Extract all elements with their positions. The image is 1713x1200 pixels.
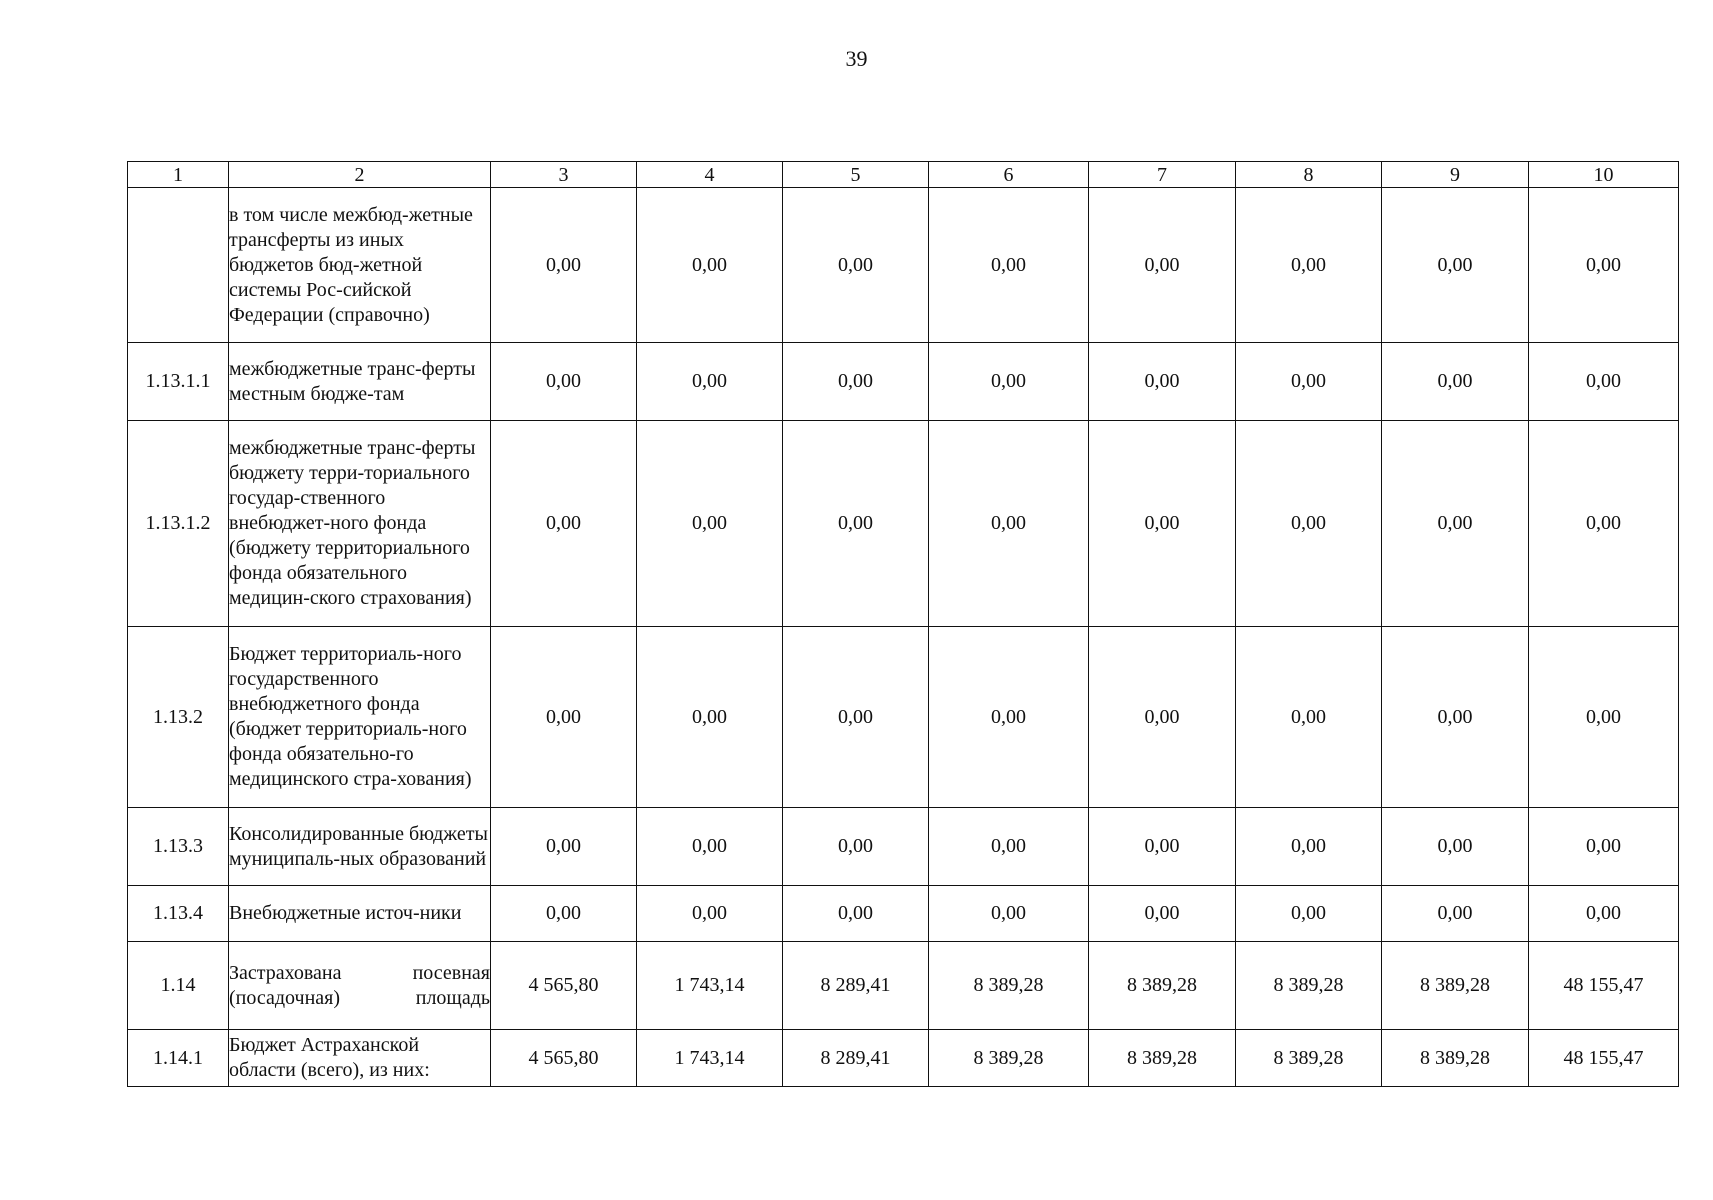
row-value: 0,00	[637, 627, 783, 808]
row-value: 0,00	[1529, 421, 1679, 627]
row-value: 0,00	[783, 886, 929, 942]
row-value: 0,00	[637, 188, 783, 343]
table-row	[128, 942, 1679, 1030]
row-name: Консолидированные бюджеты муниципаль-ных образований	[229, 808, 491, 886]
row-name: Внебюджетные источ-ники	[229, 886, 491, 942]
column-header: 1	[128, 162, 229, 188]
row-value: 0,00	[491, 627, 637, 808]
row-code: 1.13.1.2	[128, 421, 229, 627]
column-header: 10	[1529, 162, 1679, 188]
row-value: 0,00	[783, 627, 929, 808]
row-name	[229, 942, 491, 1030]
row-value: 0,00	[1089, 421, 1236, 627]
row-value: 0,00	[1529, 343, 1679, 421]
row-value: 0,00	[1236, 627, 1382, 808]
row-value: 0,00	[1529, 627, 1679, 808]
row-value: 8 389,28	[1089, 942, 1236, 1030]
table-row	[128, 1030, 1679, 1087]
page-number: 39	[845, 46, 868, 71]
row-value: 0,00	[1089, 627, 1236, 808]
column-header: 7	[1089, 162, 1236, 188]
row-value: 0,00	[1382, 886, 1529, 942]
row-value: 0,00	[491, 343, 637, 421]
row-code	[128, 188, 229, 343]
row-value: 0,00	[783, 808, 929, 886]
row-name-text: Застрахована посевная (посадочная) площадь	[229, 961, 490, 1009]
row-value: 0,00	[637, 886, 783, 942]
row-name: Бюджет территориаль-ного государственного внебюджетного фонда (бюджет территориаль-ного фонда обязательно-го медицинского стра-хования)	[229, 627, 491, 808]
row-value: 8 289,41	[783, 1030, 929, 1087]
row-value: 4 565,80	[491, 942, 637, 1030]
row-value: 0,00	[1382, 343, 1529, 421]
row-value: 0,00	[1382, 188, 1529, 343]
column-header: 6	[929, 162, 1089, 188]
column-header: 3	[491, 162, 637, 188]
row-value: 1 743,14	[637, 942, 783, 1030]
row-value: 0,00	[1529, 188, 1679, 343]
row-code: 1.13.3	[128, 808, 229, 886]
column-header: 2	[229, 162, 491, 188]
row-value: 8 389,28	[929, 942, 1089, 1030]
row-code: 1.13.1.1	[128, 343, 229, 421]
row-value: 0,00	[929, 343, 1089, 421]
row-value: 0,00	[1382, 627, 1529, 808]
row-value: 8 289,41	[783, 942, 929, 1030]
row-value: 0,00	[1089, 808, 1236, 886]
table-row	[128, 421, 1679, 627]
row-value: 0,00	[929, 627, 1089, 808]
budget-table	[127, 161, 1679, 1087]
column-header: 5	[783, 162, 929, 188]
row-value: 4 565,80	[491, 1030, 637, 1087]
row-value: 0,00	[1236, 188, 1382, 343]
row-name: Бюджет Астраханской области (всего), из них:	[229, 1030, 491, 1087]
row-code: 1.14	[128, 942, 229, 1030]
row-name: межбюджетные транс-ферты местным бюдже-там	[229, 343, 491, 421]
row-value: 0,00	[1529, 808, 1679, 886]
row-value: 0,00	[1529, 886, 1679, 942]
row-name: в том числе межбюд-жетные трансферты из иных бюджетов бюд-жетной системы Рос-сийской Федерации (справочно)	[229, 188, 491, 343]
row-value: 8 389,28	[929, 1030, 1089, 1087]
row-value: 0,00	[929, 188, 1089, 343]
row-value: 8 389,28	[1089, 1030, 1236, 1087]
row-value: 0,00	[783, 188, 929, 343]
row-value: 0,00	[491, 421, 637, 627]
row-code: 1.14.1	[128, 1030, 229, 1087]
row-value: 0,00	[1089, 886, 1236, 942]
row-value: 8 389,28	[1382, 1030, 1529, 1087]
row-code: 1.13.2	[128, 627, 229, 808]
row-value: 0,00	[637, 808, 783, 886]
row-value: 0,00	[929, 886, 1089, 942]
row-value: 0,00	[637, 421, 783, 627]
row-name: межбюджетные транс-ферты бюджету терри-ториального государ-ственного внебюджет-ного фонда (бюджету территориального фонда обязательного медицин-ского страхования)	[229, 421, 491, 627]
row-value: 0,00	[1089, 188, 1236, 343]
row-value: 48 155,47	[1529, 1030, 1679, 1087]
row-value: 8 389,28	[1236, 1030, 1382, 1087]
row-value: 0,00	[783, 343, 929, 421]
row-value: 0,00	[929, 808, 1089, 886]
header-row	[128, 162, 1679, 188]
row-value: 8 389,28	[1236, 942, 1382, 1030]
row-value: 0,00	[1236, 421, 1382, 627]
row-value: 0,00	[491, 886, 637, 942]
row-value: 0,00	[491, 188, 637, 343]
row-value: 8 389,28	[1382, 942, 1529, 1030]
row-value: 0,00	[929, 421, 1089, 627]
row-value: 0,00	[1236, 886, 1382, 942]
column-header: 4	[637, 162, 783, 188]
column-header: 8	[1236, 162, 1382, 188]
table-row	[128, 627, 1679, 808]
column-header: 9	[1382, 162, 1529, 188]
row-value: 0,00	[637, 343, 783, 421]
row-code: 1.13.4	[128, 886, 229, 942]
row-value: 0,00	[1089, 343, 1236, 421]
row-value: 0,00	[491, 808, 637, 886]
table-row	[128, 188, 1679, 343]
table-row	[128, 343, 1679, 421]
row-value: 0,00	[783, 421, 929, 627]
row-value: 0,00	[1382, 808, 1529, 886]
row-value: 0,00	[1236, 808, 1382, 886]
table-row	[128, 808, 1679, 886]
table-row	[128, 886, 1679, 942]
row-value: 0,00	[1236, 343, 1382, 421]
row-value: 0,00	[1382, 421, 1529, 627]
row-value: 1 743,14	[637, 1030, 783, 1087]
row-value: 48 155,47	[1529, 942, 1679, 1030]
